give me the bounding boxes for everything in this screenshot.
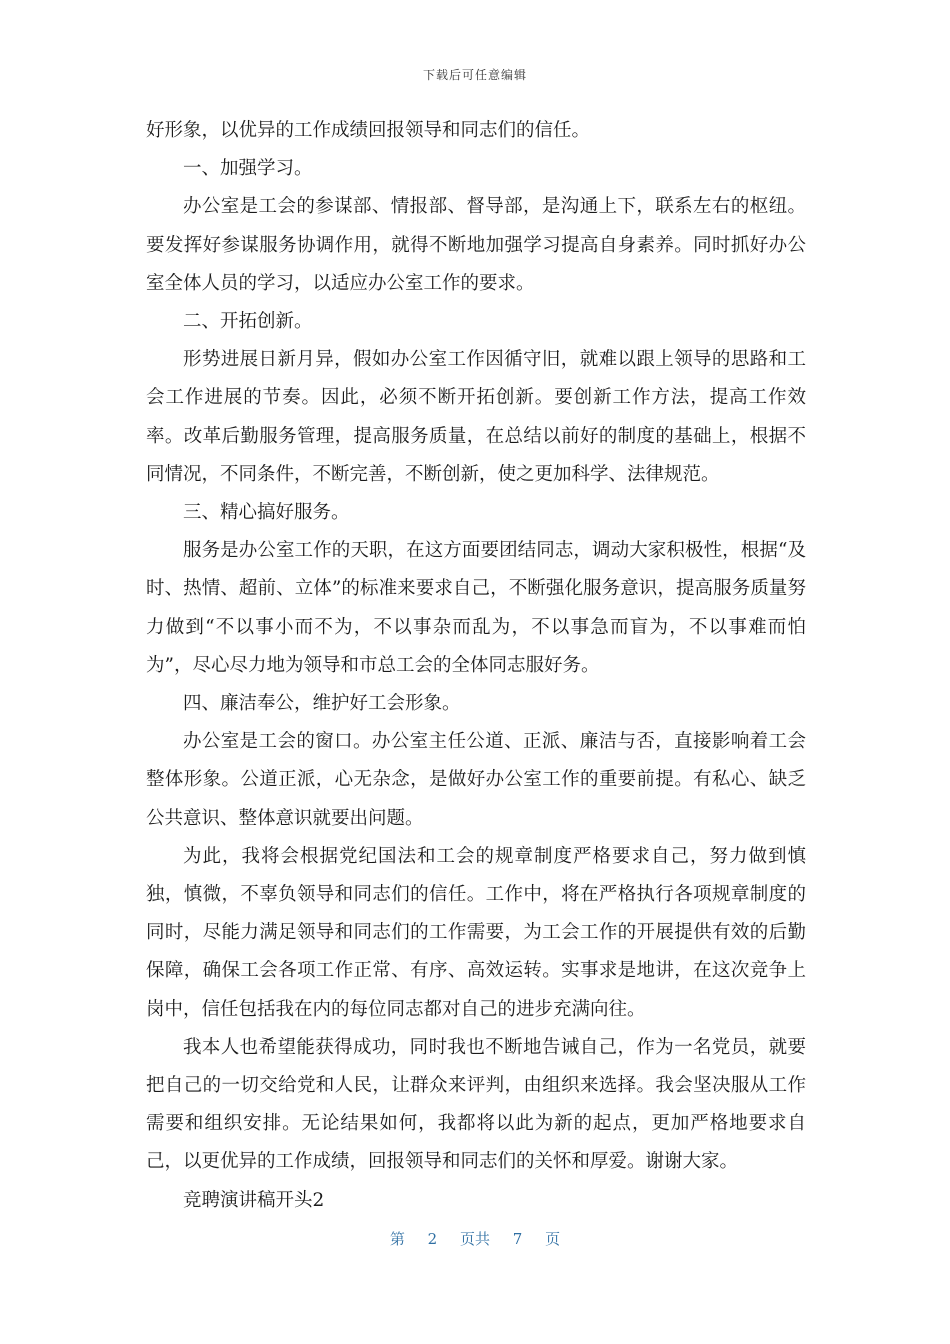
- section-heading-1: 一、加强学习。: [183, 158, 313, 180]
- paragraph-7: 我本人也希望能获得成功，同时我也不断地告诫自己，作为一名党员，就要把自己的一切交给党和人民，让群众来评判，由组织来选择。我会坚决服从工作需要和组织安排。无论结果如何，我都将以此为新的起点，更加严格地要求自己，以更优异的工作成绩，回报领导和同志们的关怀和厚爱。谢谢大家。: [146, 1036, 806, 1173]
- body-text: [146, 112, 806, 1220]
- page-prefix: 第: [389, 1230, 405, 1248]
- paragraph-4: 服务是办公室工作的天职，在这方面要团结同志，调动大家积极性，根据“及时、热情、超前、立体”的标准来要求自己，不断强化服务意识，提高服务质量努力做到“不以事小而不为，不以事杂而乱为，不以事急而盲为，不以事难而怕为”，尽心尽力地为领导和市总工会的全体同志服好务。: [146, 540, 806, 676]
- page-middle: 页共: [459, 1230, 490, 1248]
- current-page-number: 2: [427, 1230, 438, 1248]
- page-number-footer: [0, 1228, 950, 1249]
- paragraph-5: 办公室是工会的窗口。办公室主任公道、正派、廉洁与否，直接影响着工会整体形象。公道正派，心无杂念，是做好办公室工作的重要前提。有私心、缺乏公共意识、整体意识就要出问题。: [146, 731, 806, 829]
- paragraph-3: 形势进展日新月异，假如办公室工作因循守旧，就难以跟上领导的思路和工会工作进展的节奏。因此，必须不断开拓创新。要创新工作方法，提高工作效率。改革后勤服务管理，提高服务质量，在总结以前好的制度的基础上，根据不同情况，不同条件，不断完善，不断创新，使之更加科学、法律规范。: [146, 349, 806, 485]
- header-note: 下载后可任意编辑: [422, 68, 527, 82]
- section-heading-2: 二、开拓创新。: [183, 311, 313, 333]
- section-heading-3: 三、精心搞好服务。: [183, 502, 350, 524]
- section-title-next: 竞聘演讲稿开头2: [183, 1189, 325, 1211]
- paragraph-1: 好形象，以优异的工作成绩回报领导和同志们的信任。: [146, 120, 591, 141]
- section-heading-4: 四、廉洁奉公，维护好工会形象。: [183, 693, 461, 715]
- paragraph-2: 办公室是工会的参谋部、情报部、督导部，是沟通上下，联系左右的枢纽。要发挥好参谋服务协调作用，就得不断地加强学习提高自身素养。同时抓好办公室全体人员的学习，以适应办公室工作的要求。: [146, 196, 806, 294]
- total-page-number: 7: [512, 1230, 523, 1248]
- page-suffix: 页: [545, 1230, 561, 1248]
- paragraph-6: 为此，我将会根据党纪国法和工会的规章制度严格要求自己，努力做到慎独，慎微，不辜负领导和同志们的信任。工作中，将在严格执行各项规章制度的同时，尽能力满足领导和同志们的工作需要，为工会工作的开展提供有效的后勤保障，确保工会各项工作正常、有序、高效运转。实事求是地讲，在这次竞争上岗中，信任包括我在内的每位同志都对自己的进步充满向往。: [146, 845, 806, 1020]
